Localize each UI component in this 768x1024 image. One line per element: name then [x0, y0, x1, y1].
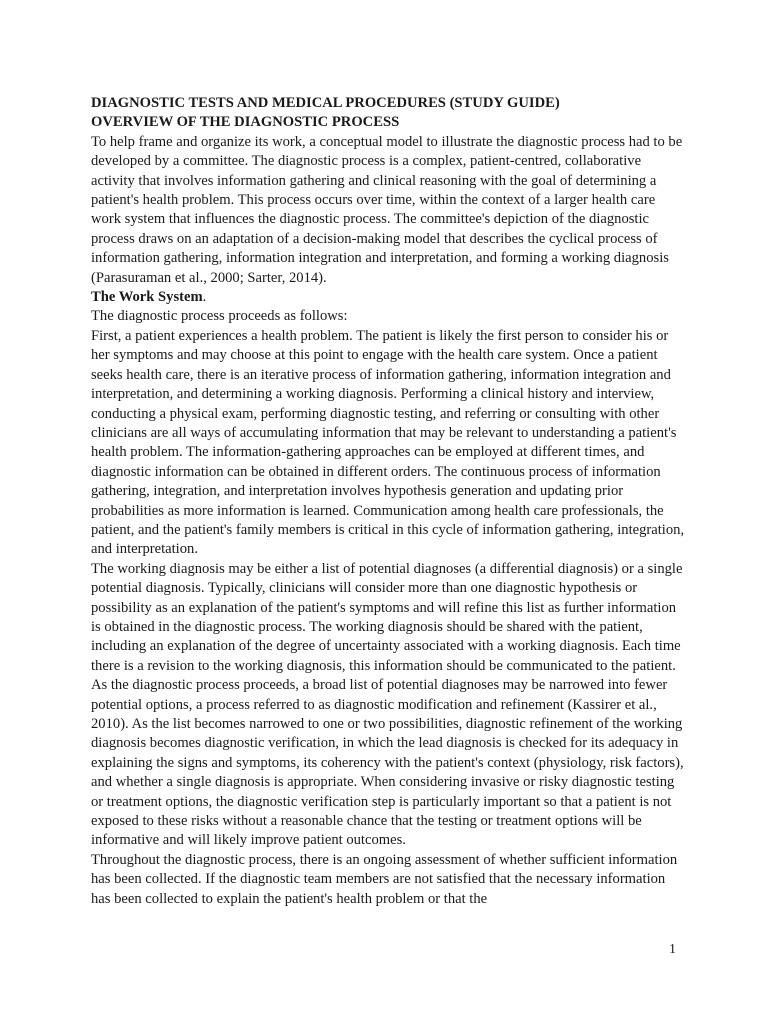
paragraph-working-diagnosis: The working diagnosis may be either a list of potential diagnoses (a differential diagnosis) or a single potential diagnosis. Typically, clinicians will consider more than one diagnostic hypothesis or possibility as an explanation of the patient's symptoms and will refine this list as further information is obtained in the diagnostic process. The working diagnosis should be shared with the patient, including an explanation of the degree of uncertainty associated with a working diagnosis. Each time there is a revision to the working diagnosis, this information should be communicated to the patient. As the diagnostic process proceeds, a broad list of potential diagnoses may be narrowed into fewer potential options, a process referred to as diagnostic modification and refinement (Kassirer et al., 2010). As the list becomes narrowed to one or two possibilities, diagnostic refinement of the working diagnosis becomes diagnostic verification, in which the lead diagnosis is checked for its adequacy in explaining the signs and symptoms, its coherency with the patient's context (physiology, risk factors), and whether a single diagnosis is appropriate. When considering invasive or risky diagnostic testing or treatment options, the diagnostic verification step is particularly important so that a patient is not exposed to these risks without a reasonable chance that the testing or treatment options will be informative and will likely improve patient outcomes.: [91, 560, 684, 849]
work-system-heading-line: [91, 288, 687, 307]
page-number: 1: [669, 942, 676, 957]
paragraph-first: First, a patient experiences a health problem. The patient is likely the first person to consider his or her symptoms and may choose at this point to engage with the health care system. Once a patient seeks health care, there is an iterative process of information gathering, information integration and interpretation, and determining a working diagnosis. Performing a clinical history and interview, conducting a physical exam, performing diagnostic testing, and referring or consulting with other clinicians are all ways of accumulating information that may be relevant to understanding a patient's health problem. The information-gathering approaches can be employed at different times, and diagnostic information can be obtained in different orders. The continuous process of information gathering, integration, and interpretation involves hypothesis generation and updating prior probabilities as more information is learned. Communication among health care professionals, the patient, and the patient's family members is critical in this cycle of information gathering, integration, and interpretation.: [91, 327, 685, 558]
intro-paragraph: To help frame and organize its work, a conceptual model to illustrate the diagnostic process had to be developed by a committee. The diagnostic process is a complex, patient-centred, collaborative activity that involves information gathering and clinical reasoning with the goal of determining a patient's health problem. This process occurs over time, within the context of a larger health care work system that influences the diagnostic process. The committee's depiction of the diagnostic process draws on an adaptation of a decision-making model that describes the cyclical process of information gathering, information integration and interpretation, and forming a working diagnosis (Parasuraman et al., 2000; Sarter, 2014).: [91, 133, 683, 286]
paragraph-throughout: Throughout the diagnostic process, there is an ongoing assessment of whether sufficient information has been collected. If the diagnostic team members are not satisfied that the necessary information has been collected to explain the patient's health problem or that the: [91, 851, 678, 907]
process-intro: The diagnostic process proceeds as follows:: [91, 308, 348, 325]
document-title: DIAGNOSTIC TESTS AND MEDICAL PROCEDURES (STUDY GUIDE): [91, 95, 560, 111]
subheading: The Work System: [91, 289, 203, 306]
section-heading: OVERVIEW OF THE DIAGNOSTIC PROCESS: [91, 114, 400, 131]
subheading-period: .: [202, 289, 207, 306]
document-body: [91, 94, 687, 909]
